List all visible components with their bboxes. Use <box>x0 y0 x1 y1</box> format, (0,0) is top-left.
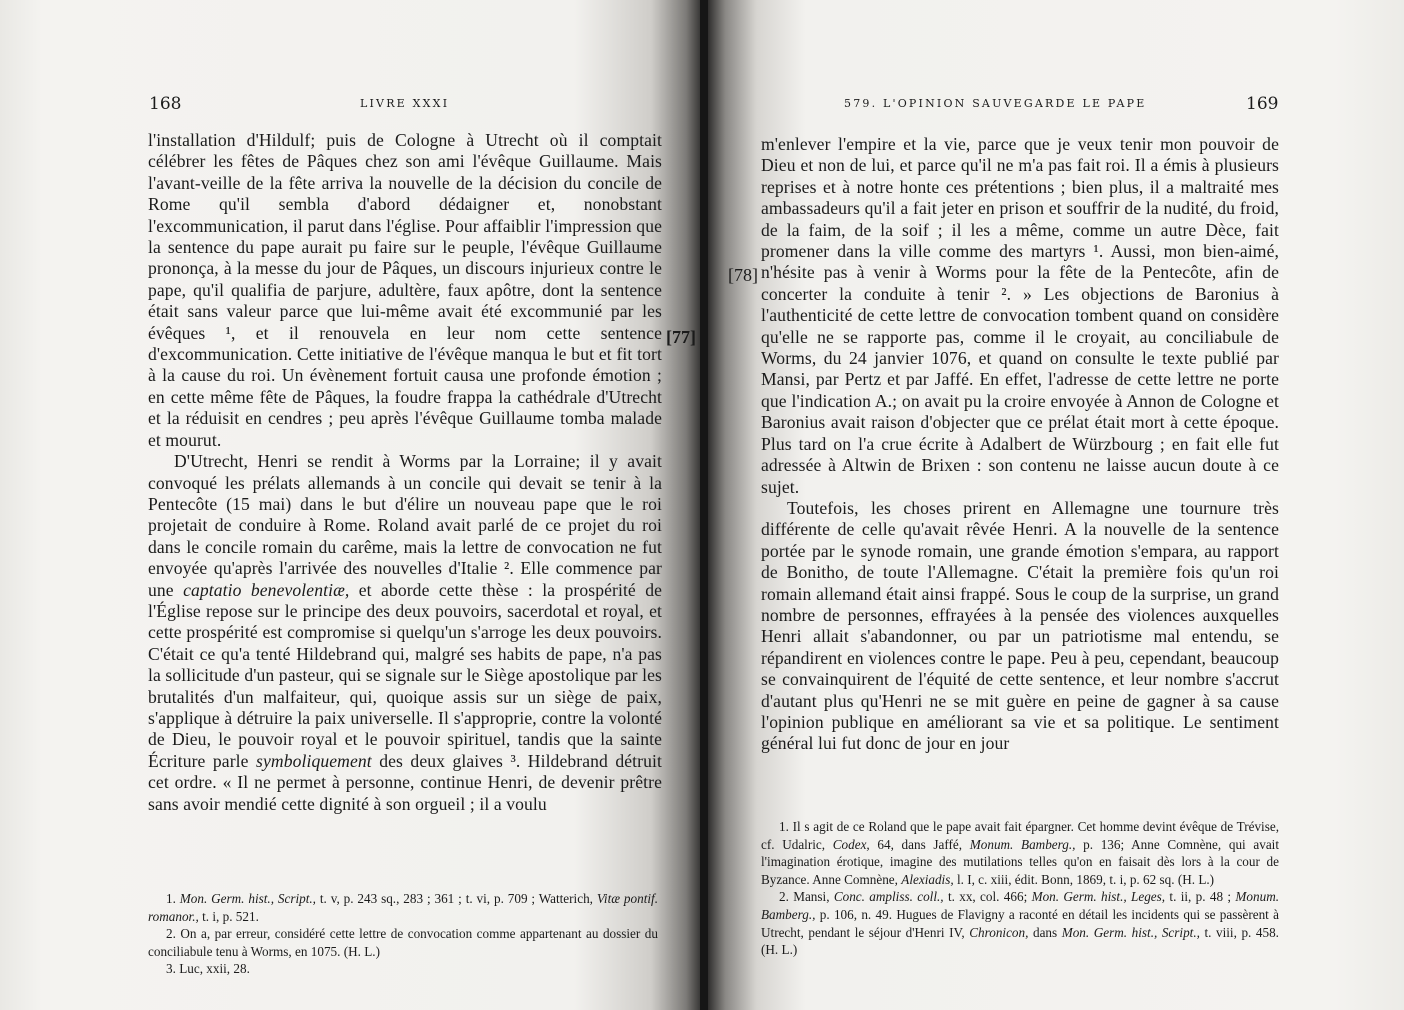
marginal-reference: [77] <box>666 327 696 347</box>
italic-run: Monum. Bamberg., <box>969 836 1076 852</box>
running-head: LIVRE XXXI <box>360 97 450 110</box>
text-run: D'Utrecht, Henri se rendit à Worms par la Lorraine; il y avait convoqué les prélats allemands à un concile qui devait se tenir à la Pentecôte (15 mai) dans le but d'élire un nouveau pape que le roi projetait de conduire à Rome. Roland avait parlé de ce projet du roi dans le concile romain du carême, mais la lettre de convocation ne fut envoyée qu'après l'arrivée des nouvelles d'Italie ². Elle commence par une <box>148 451 662 600</box>
footnote <box>148 890 658 925</box>
paragraph: m'enlever l'empire et la vie, parce que je veux tenir mon pouvoir de Dieu et non de lui, et parce qu'il ne m'a pas fait roi. Il a émis à plusieurs reprises et à notre honte ces prétentions ; bien plus, il a maltraité mes ambassadeurs qu'il a fait jeter en prison et souffrir de la nudité, du froid, de la faim, de la soif ; il les a même, comme un autre Dèce, fait promener dans la ville comme des martyrs ¹. Aussi, mon bien-aimé, n'hésite pas à venir à Worms pour la fête de la Pentecôte, afin de concerter la conduite à tenir ². » Les objections de Baronius à l'authenticité de cette lettre de convocation tombent quand on considère qu'elle ne se rapporte pas, comme il le croyait, au conciliabule de Worms, du 24 janvier 1076, et quand on consulte le texte publié par Mansi, par Pertz et par Jaffé. En effet, l'adresse de cette lettre ne porte que l'indication A.; on avait pu la croire envoyée à Annon de Cologne et Baronius avait raison d'objecter que ce prélat était mort à cette époque. Plus tard on l'a crue écrite à Adalbert de Würzbourg ; en fait elle fut adressée à Altwin de Brixen : son contenu ne laisse aucun doute à ce sujet. <box>761 134 1279 497</box>
text-run: t. viii, p. 458. (H. L.) <box>761 924 1279 958</box>
italic-run: Alexiadis, <box>901 871 954 887</box>
paragraph: Toutefois, les choses prirent en Allemagne une tournure très différente de celle qu'avait rêvée Henri. A la nouvelle de la sentence portée par le synode romain, une grande émotion s'empara, au rapport de Bonitho, de toute l'Allemagne. C'était la première fois qu'un roi romain allemand était ainsi frappé. Sous le coup de la surprise, un grand nombre de personnes, effrayées à la pensée des violences auxquelles Henri allait s'abandonner, ou par un patriotisme mal entendu, se répandirent en violences contre le pape. Peu à peu, cependant, beaucoup se convainquirent de l'équité de cette sentence, et leur nombre s'accrut d'autant plus qu'Henri ne se mit guère en peine de gagner à sa cause l'opinion publique en améliorant sa vie et sa politique. Le sentiment général lui fut donc de jour en jour <box>761 497 1279 754</box>
footnote <box>761 888 1279 958</box>
text-run: t. ii, p. 48 ; <box>1165 889 1236 905</box>
left-footnotes <box>148 890 658 978</box>
italic-run: Mon. Germ. hist., Leges, <box>1031 889 1166 905</box>
text-run: t. i, p. 521. <box>198 908 259 924</box>
text-run: t. v, p. 243 sq., 283 ; 361 ; t. vi, p. 709 ; Watterich, <box>315 891 597 906</box>
italic-run: Mon. Germ. hist., Script., <box>1061 924 1200 940</box>
text-run: 2. Mansi, <box>779 889 834 905</box>
italic-run: Codex, <box>832 836 870 852</box>
right-footnotes <box>761 818 1279 959</box>
text-run: des deux glaives ³. Hildebrand détruit cet ordre. « Il ne permet à personne, continue Henri, de devenir prêtre sans avoir mendié cette dignité à son orgueil ; il a voulu <box>148 750 662 814</box>
page-number: 168 <box>149 94 182 114</box>
text-run: p. 136; Anne Comnène, qui avait l'imagination érotique, imagine des mutilations telles qu'on en faisait dès lors à la cour de Byzance. Anne Comnène, <box>761 836 1279 887</box>
text-run: 1. Il s agit de ce Roland que le pape avait fait épargner. Cet homme devint évêque de Trévise, cf. Udalric, <box>761 819 1279 852</box>
text-run: et aborde cette thèse : la prospérité de l'Église repose sur le principe des deux pouvoirs, sacerdotal et royal, et cette prospérité est compromise si quelqu'un s'arroge les deux pouvoirs. C'était ce qu'a tenté Hildebrand qui, malgré ses habits de pape, n'a pas la sollicitude d'un pasteur, qui se signale sur le Siège apostolique par les brutalités d'un malfaiteur, qui, quoique assis sur un siège de paix, s'applique à détruire la paix universelle. Il s'approprie, contre la volonté de Dieu, le pouvoir royal et le pouvoir spirituel, tandis que la sainte Écriture parle <box>148 579 663 771</box>
text-run: dans <box>1028 924 1062 940</box>
book-gutter <box>700 0 708 1010</box>
text-run: 1. <box>166 891 180 906</box>
italic-run: symboliquement <box>256 750 372 771</box>
text-run: 64, dans Jaffé, <box>869 836 970 852</box>
italic-run: Monum. Bamberg., <box>761 889 1280 922</box>
italic-run: Conc. ampliss. coll., <box>833 889 944 905</box>
right-body <box>761 134 1279 755</box>
marginal-reference: [78] <box>728 265 758 285</box>
footnote <box>761 818 1279 888</box>
italic-run: captatio benevolentiæ, <box>183 579 350 600</box>
right-page <box>708 0 1404 1010</box>
running-head: 579. L'OPINION SAUVEGARDE LE PAPE <box>844 97 1147 110</box>
italic-run: Mon. Germ. hist., Script., <box>179 891 316 906</box>
footnote: 2. On a, par erreur, considéré cette lettre de convocation comme appartenant au dossier du conciliabule tenu à Worms, en 1075. (H. L.) <box>148 926 658 959</box>
italic-run: Vitæ pontif. romanor., <box>148 891 658 924</box>
text-run: p. 106, n. 49. Hugues de Flavigny a raconté en détail les incidents qui se passèrent à Utrecht, pendant le séjour d'Henri IV, <box>761 906 1279 940</box>
page-number: 169 <box>1246 94 1279 114</box>
paragraph <box>148 451 662 815</box>
footnote: 3. Luc, xxii, 28. <box>166 961 250 977</box>
left-page <box>0 0 700 1010</box>
text-run: l. I, c. xiii, édit. Bonn, 1869, t. i, p. 62 sq. (H. L.) <box>953 871 1215 887</box>
italic-run: Chronicon, <box>969 924 1029 940</box>
paragraph: l'installation d'Hildulf; puis de Cologne à Utrecht où il comptait célébrer les fêtes de Pâques chez son ami l'évêque Guillaume. Mais l'avant-veille de la fête arriva la nouvelle de la décision du concile de Rome qu'il sembla d'abord dédaigner et, nonobstant l'excommunication, il parut dans l'église. Pour affaiblir l'impression que la sentence du pape aurait pu faire sur le peuple, l'évêque Guillaume prononça, à la messe du jour de Pâques, un discours injurieux contre le pape, qu'il qualifia de parjure, adultère, faux apôtre, dont la sentence était sans valeur parce que lui-même avait été excommunié par les évêques ¹, et il renouvela en leur nom cette sentence d'excommunication. Cette initiative de l'évêque manqua le but et fit tort à la cause du roi. Un évènement fortuit causa une profonde émotion ; en cette même fête de Pâques, la foudre frappa la cathédrale d'Utrecht et la réduisit en cendres ; peu après l'évêque Guillaume tomba malade et mourut. <box>148 130 662 450</box>
text-run: t. xx, col. 466; <box>943 889 1032 905</box>
left-body <box>148 130 662 815</box>
